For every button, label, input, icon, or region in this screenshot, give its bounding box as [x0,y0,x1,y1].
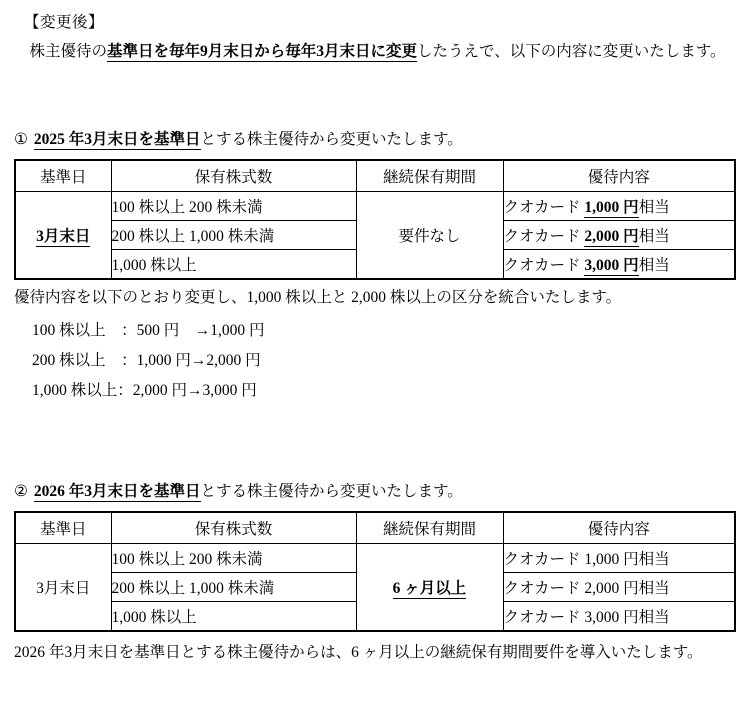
table-row [15,192,735,221]
intro-emphasis: 基準日を毎年9月末日から毎年3月末日に変更 [107,43,418,60]
page-title: 【変更後】 [24,14,105,31]
benefit-pre: クオカード [503,257,585,274]
benefit-pre: クオカード [503,199,585,216]
benefit-cell [503,221,735,250]
section2-heading-emphasis: 2026 年3月末日を基準日 [33,483,201,500]
holdings-cell: 100 株以上 200 株未満 [111,192,356,221]
benefit-table-2025 [14,159,736,280]
intro-text-pre: 株主優待の [14,43,108,60]
col-header-period: 継続保有期間 [356,160,503,192]
benefit-post: 相当 [638,228,670,245]
table-header-row [15,160,735,192]
benefit-post: 相当 [638,257,670,274]
intro-text-post: したうえで、以下の内容に変更いたします。 [417,43,726,60]
benefit-pre: クオカード [503,228,585,245]
benefit-change-list [32,316,728,406]
change-line: 200 株以上 ：1,000 円→2,000 円 [32,352,261,369]
benefit-cell: クオカード 2,000 円相当 [503,573,735,602]
section1-heading [14,128,728,152]
base-date-value: 3月末日 [36,228,91,245]
holdings-cell: 200 株以上 1,000 株未満 [111,221,356,250]
section1-heading-rest: とする株主優待から変更いたします。 [200,131,463,148]
benefit-cell [503,250,735,280]
benefit-table-2026 [14,511,736,632]
table-header-row [15,512,735,544]
benefit-amount: 2,000 円 [584,228,639,245]
period-cell: 要件なし [356,192,503,280]
col-header-benefit: 優待内容 [503,160,735,192]
section2-heading-rest: とする株主優待から変更いたします。 [200,483,463,500]
benefit-amount: 1,000 円 [584,199,639,216]
benefit-post: 相当 [638,199,670,216]
section2-closing: 2026 年3月末日を基準日とする株主優待からは、6 ヶ月以上の継続保有期間要件を導入いたします。 [14,644,703,661]
period-cell [356,544,503,632]
benefit-cell: クオカード 3,000 円相当 [503,602,735,632]
intro-paragraph [14,38,728,66]
section2-marker: ② [14,483,28,500]
section1-heading-emphasis: 2025 年3月末日を基準日 [33,131,201,148]
section2-heading [14,480,728,504]
col-header-period: 継続保有期間 [356,512,503,544]
section1-marker: ① [14,131,28,148]
benefit-amount: 3,000 円 [584,257,639,274]
col-header-base-date: 基準日 [15,512,111,544]
period-value: 6 ヶ月以上 [392,580,467,597]
holdings-cell: 100 株以上 200 株未満 [111,544,356,573]
table-row [15,544,735,573]
base-date-cell: 3月末日 [15,544,111,632]
holdings-cell: 1,000 株以上 [111,250,356,280]
holdings-cell: 200 株以上 1,000 株未満 [111,573,356,602]
holdings-cell: 1,000 株以上 [111,602,356,632]
benefit-cell: クオカード 1,000 円相当 [503,544,735,573]
section1-note: 優待内容を以下のとおり変更し、1,000 株以上と 2,000 株以上の区分を統合いたします。 [14,289,622,306]
col-header-holdings: 保有株式数 [111,512,356,544]
change-line: 1,000 株以上：2,000 円→3,000 円 [32,382,257,399]
benefit-cell [503,192,735,221]
col-header-base-date: 基準日 [15,160,111,192]
col-header-benefit: 優待内容 [503,512,735,544]
col-header-holdings: 保有株式数 [111,160,356,192]
base-date-cell [15,192,111,280]
change-line: 100 株以上 ：500 円 →1,000 円 [32,322,265,339]
